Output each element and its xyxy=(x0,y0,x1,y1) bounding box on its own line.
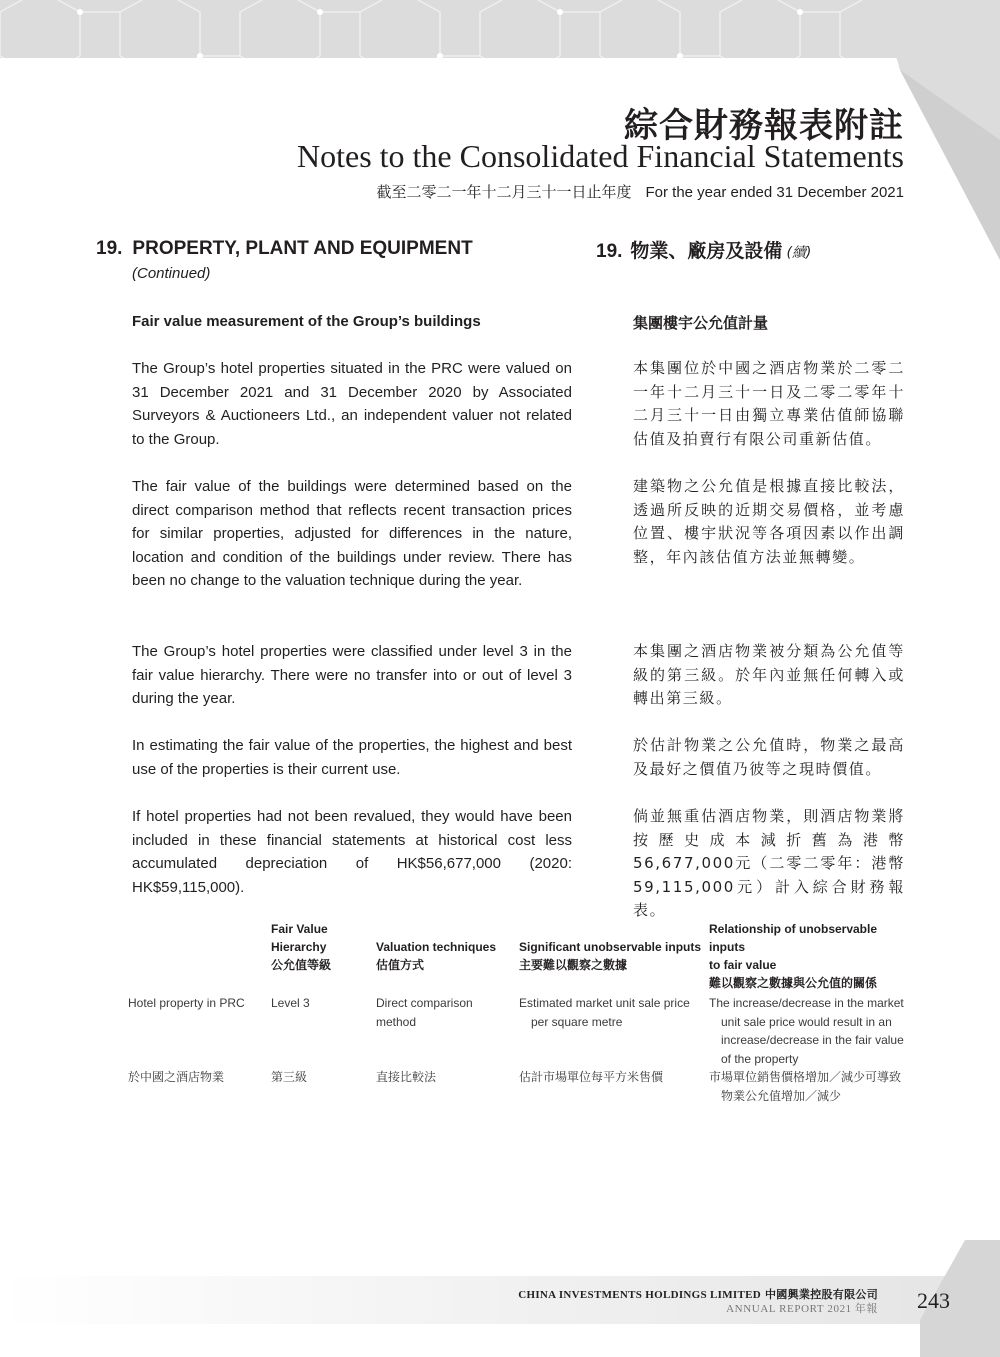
table-cell-relationship-cn: 市場單位銷售價格增加／減少可導致物業公允值增加／減少 xyxy=(709,1070,902,1103)
header-relationship-line1: Relationship of unobservable inputs xyxy=(709,922,878,954)
paragraph-en: The fair value of the buildings were determined based on the direct comparison method that reflects recent transaction prices for similar properties, adjusted for differences in the nature, location and condition of the buildings under review. There has been no change to the valuation technique during the year. xyxy=(132,478,572,589)
page-title-en: Notes to the Consolidated Financial Statements xyxy=(296,138,904,174)
paragraph-en: In estimating the fair value of the properties, the highest and best use of the properties is their current use. xyxy=(132,737,572,778)
header-technique xyxy=(376,938,511,974)
report-name-en: ANNUAL REPORT 2021 xyxy=(726,1303,852,1315)
company-name-cn: 中國興業控股有限公司 xyxy=(765,1288,878,1301)
paragraph-en: If hotel properties had not been revalued, they would have been included in these financial statements at historical cost less accumulated depreciation of HK$56,677,000 (2020: HK$59,115,000). xyxy=(132,808,572,896)
report-name-cn: 年報 xyxy=(854,1302,878,1315)
table-cell-inputs: Estimated market unit sale price per square metre xyxy=(519,996,690,1029)
header-inputs xyxy=(519,938,704,974)
header-hierarchy xyxy=(271,920,366,974)
page-number: 243 xyxy=(917,1288,950,1313)
section-title-en: PROPERTY, PLANT AND EQUIPMENT xyxy=(132,238,473,259)
header-technique-en: Valuation techniques xyxy=(376,940,497,954)
table-cell-item: Hotel property in PRC xyxy=(128,996,245,1010)
table-cell-technique: Direct comparison method xyxy=(376,996,473,1029)
section-number: 19. xyxy=(96,238,123,259)
header-inputs-cn: 主要難以觀察之數據 xyxy=(519,958,628,972)
paragraph-cn: 建築物之公允值是根據直接比較法，透過所反映的近期交易價格，並考慮位置、樓宇狀況等各項因素以作出調整，年內該估值方法並無轉變。 xyxy=(633,477,905,566)
paragraph-en: The Group’s hotel properties were classified under level 3 in the fair value hierarchy. There were no transfer into or out of level 3 during the year. xyxy=(132,643,572,707)
section-continued-en: (Continued) xyxy=(132,265,211,282)
header-decoration xyxy=(0,0,1000,58)
header-technique-cn: 估值方式 xyxy=(376,958,425,972)
section-heading-cn xyxy=(596,236,811,263)
subheading-en: Fair value measurement of the Group’s buildings xyxy=(132,313,481,330)
section-continued-cn: (續) xyxy=(786,245,812,261)
header-relationship xyxy=(709,920,909,992)
period-cn: 截至二零二一年十二月三十一日止年度 xyxy=(376,183,632,201)
table-cell-technique-cn: 直接比較法 xyxy=(376,1070,437,1084)
header-relationship-line2: to fair value xyxy=(709,958,777,972)
header-inputs-en: Significant unobservable inputs xyxy=(519,940,702,954)
paragraph-cn: 倘並無重估酒店物業，則酒店物業將按歷史成本減折舊為港幣56,677,000元（二零二零年：港幣59,115,000元）計入綜合財務報表。 xyxy=(633,807,905,919)
header-hierarchy-cn: 公允值等級 xyxy=(271,958,332,972)
table-cell-item-cn: 於中國之酒店物業 xyxy=(128,1070,225,1084)
table-cell-inputs-cn: 估計市場單位每平方米售價 xyxy=(519,1070,664,1084)
section-heading-en xyxy=(96,238,473,260)
paragraph-en: The Group’s hotel properties situated in the PRC were valued on 31 December 2021 and 31 December 2020 by Associated Surveyors & Auctioneers Ltd., an independent valuer not related to the Group. xyxy=(132,360,572,448)
table-cell-hierarchy-cn: 第三級 xyxy=(271,1070,308,1084)
table-cell-hierarchy: Level 3 xyxy=(271,996,310,1010)
footer-report xyxy=(726,1300,878,1316)
header-hierarchy-line1: Fair Value xyxy=(271,922,328,936)
page-title-cn: 綜合財務報表附註 xyxy=(624,106,904,146)
header-relationship-cn: 難以觀察之數據與公允值的關係 xyxy=(709,976,878,990)
paragraph-cn: 本集團位於中國之酒店物業於二零二一年十二月三十一日及二零二零年十二月三十一日由獨立專業估值師協聯估值及拍賣行有限公司重新估值。 xyxy=(633,359,905,448)
header-hierarchy-line2: Hierarchy xyxy=(271,940,327,954)
company-name-en: CHINA INVESTMENTS HOLDINGS LIMITED xyxy=(518,1289,761,1301)
section-number-cn: 19. xyxy=(596,241,623,262)
subheading-cn: 集團樓宇公允值計量 xyxy=(633,314,769,332)
table-cell-relationship: The increase/decrease in the market unit sale price would result in an increase/decrease in the fair value of the property xyxy=(709,996,904,1066)
section-title-cn: 物業、廠房及設備 xyxy=(630,240,783,262)
period-en: For the year ended 31 December 2021 xyxy=(645,184,904,201)
page-subtitle xyxy=(376,181,904,202)
paragraph-cn: 本集團之酒店物業被分類為公允值等級的第三級。於年內並無任何轉入或轉出第三級。 xyxy=(633,642,905,707)
paragraph-cn: 於估計物業之公允值時，物業之最高及最好之價值乃彼等之現時價值。 xyxy=(633,736,905,778)
